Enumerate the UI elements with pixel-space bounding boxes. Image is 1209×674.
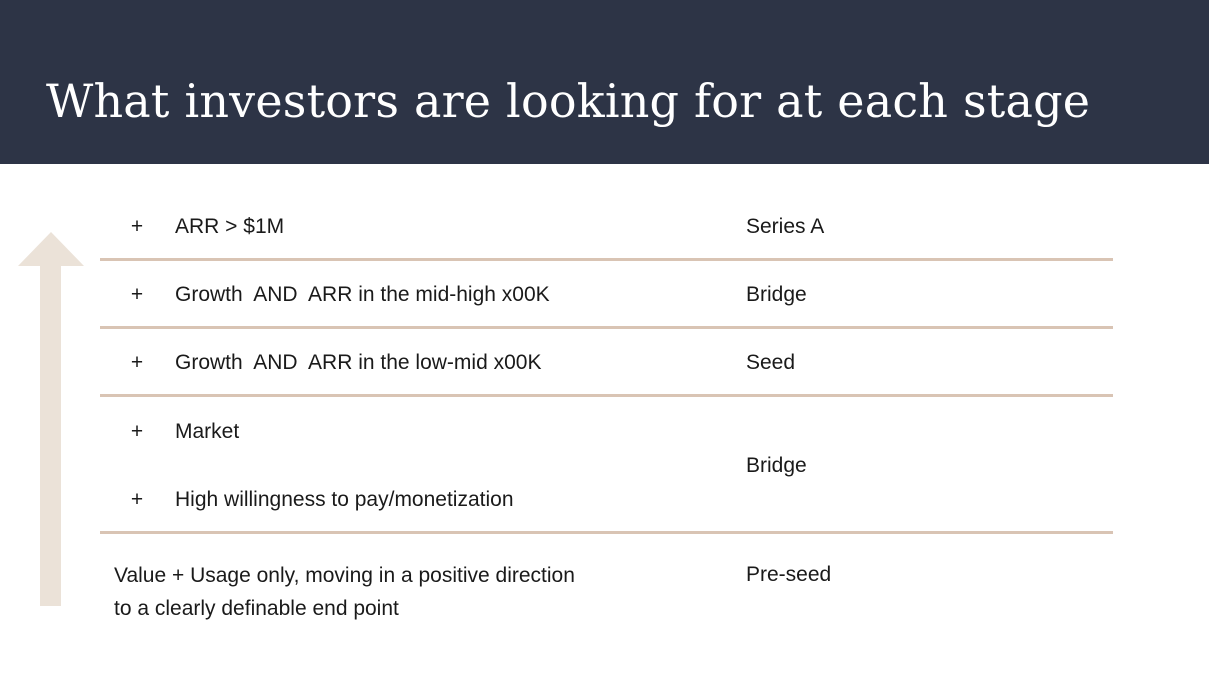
row-divider <box>100 394 1113 397</box>
bullet-plus: + <box>130 215 144 238</box>
row-divider <box>100 258 1113 261</box>
stage-bridge-lower: Bridge <box>746 454 807 477</box>
row-divider <box>100 531 1113 534</box>
row-divider <box>100 326 1113 329</box>
criteria-growth-mid-high: Growth AND ARR in the mid-high x00K <box>175 283 550 306</box>
bullet-plus: + <box>130 488 144 511</box>
criteria-value-usage-line-2: to a clearly definable end point <box>114 597 399 620</box>
criteria-value-usage-line-1: Value + Usage only, moving in a positive direction <box>114 564 575 587</box>
stage-series-a: Series A <box>746 215 825 238</box>
criteria-market: Market <box>175 420 240 443</box>
stage-bridge-upper: Bridge <box>746 283 807 306</box>
criteria-willingness-to-pay: High willingness to pay/monetization <box>175 488 514 511</box>
bullet-plus: + <box>130 420 144 443</box>
criteria-arr-over-1m: ARR > $1M <box>175 215 285 238</box>
title-bar <box>0 0 1209 164</box>
stage-pre-seed: Pre-seed <box>746 563 832 586</box>
criteria-growth-low-mid: Growth AND ARR in the low-mid x00K <box>175 351 542 374</box>
bullet-plus: + <box>130 283 144 306</box>
criteria-value-usage <box>114 559 674 625</box>
slide-title: What investors are looking for at each stage <box>46 74 1091 128</box>
bullet-plus: + <box>130 351 144 374</box>
stage-seed: Seed <box>746 351 796 374</box>
up-arrow-icon <box>18 232 84 606</box>
